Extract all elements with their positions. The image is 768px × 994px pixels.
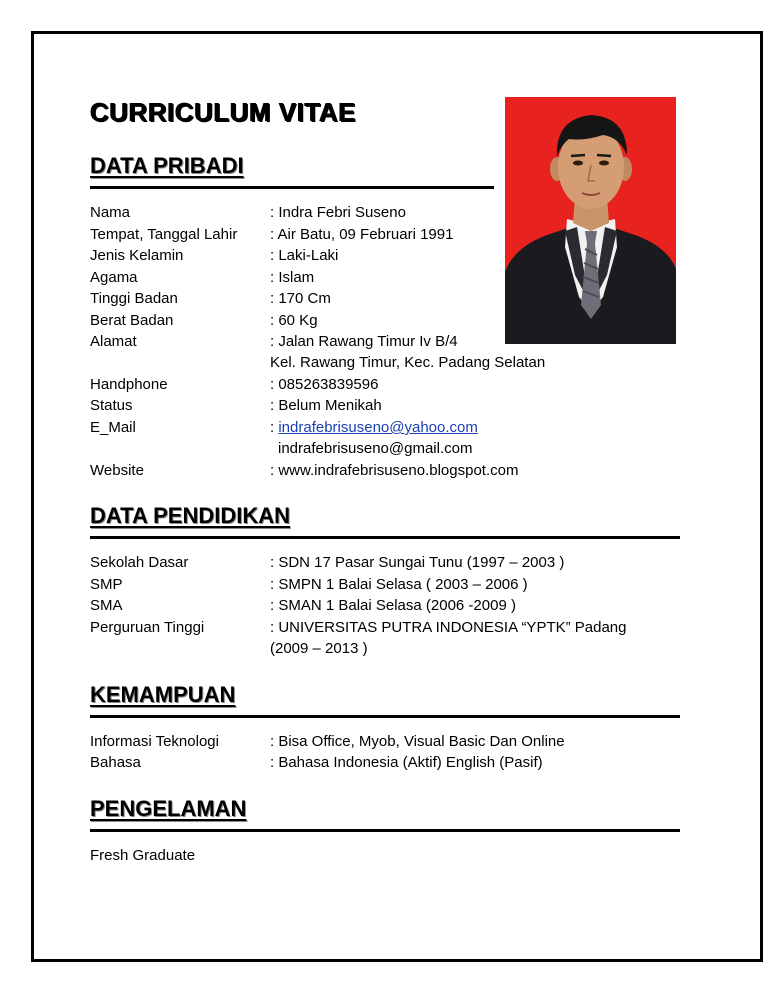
section-heading-data-pendidikan: DATA PENDIDIKAN	[90, 503, 291, 528]
field-value: : SDN 17 Pasar Sungai Tunu (1997 – 2003 )	[270, 554, 565, 571]
field-value: : Indra Febri Suseno	[270, 204, 406, 221]
field-value: : 60 Kg	[270, 312, 318, 329]
cv-title: CURRICULUM VITAE	[90, 97, 357, 127]
field-value: : 085263839596	[270, 376, 379, 393]
field-label: Agama	[90, 269, 138, 286]
field-label: Tempat, Tanggal Lahir	[90, 226, 238, 243]
field-value: : Islam	[270, 269, 315, 286]
section-heading-kemampuan: KEMAMPUAN	[90, 682, 236, 707]
field-label: Jenis Kelamin	[90, 247, 184, 264]
field-label: Nama	[90, 204, 131, 221]
email-gmail: indrafebrisuseno@gmail.com	[278, 440, 473, 457]
field-label: SMP	[90, 576, 123, 593]
field-label: Website	[90, 462, 144, 479]
section-heading-pengelaman: PENGELAMAN	[90, 796, 247, 821]
field-value-continued: (2009 – 2013 )	[270, 640, 368, 657]
section-rule	[90, 715, 680, 718]
profile-photo	[505, 97, 676, 344]
field-value: Fresh Graduate	[90, 847, 196, 864]
field-label: Informasi Teknologi	[90, 733, 219, 750]
field-label: Status	[90, 397, 133, 414]
field-value: : Bahasa Indonesia (Aktif) English (Pasif)	[270, 754, 543, 771]
section-rule	[90, 186, 494, 189]
field-value: : SMAN 1 Balai Selasa (2006 -2009 )	[270, 597, 516, 614]
section-heading-data-pribadi: DATA PRIBADI	[90, 153, 244, 178]
field-label: Berat Badan	[90, 312, 174, 329]
field-value: : Jalan Rawang Timur Iv B/4	[270, 333, 458, 350]
section-rule	[90, 829, 680, 832]
field-value: : SMPN 1 Balai Selasa ( 2003 – 2006 )	[270, 576, 528, 593]
field-value: : UNIVERSITAS PUTRA INDONESIA “YPTK” Padang	[270, 619, 627, 636]
field-value: : 170 Cm	[270, 290, 331, 307]
section-rule	[90, 536, 680, 539]
field-value: : Laki-Laki	[270, 247, 339, 264]
field-value	[270, 417, 478, 438]
field-value: : Air Batu, 09 Februari 1991	[270, 226, 454, 243]
field-label: SMA	[90, 597, 123, 614]
field-value: : www.indrafebrisuseno.blogspot.com	[270, 462, 519, 479]
field-value: : Belum Menikah	[270, 397, 382, 414]
field-label: Handphone	[90, 376, 168, 393]
field-label: Tinggi Badan	[90, 290, 178, 307]
field-value-continued: Kel. Rawang Timur, Kec. Padang Selatan	[270, 354, 546, 371]
field-label: Bahasa	[90, 754, 141, 771]
field-label: E_Mail	[90, 419, 136, 436]
email-link-yahoo[interactable]: indrafebrisuseno@yahoo.com	[278, 419, 478, 436]
field-label: Sekolah Dasar	[90, 554, 189, 571]
email-prefix: :	[270, 419, 275, 436]
field-value: : Bisa Office, Myob, Visual Basic Dan Online	[270, 733, 565, 750]
field-label: Alamat	[90, 333, 137, 350]
field-label: Perguruan Tinggi	[90, 619, 205, 636]
